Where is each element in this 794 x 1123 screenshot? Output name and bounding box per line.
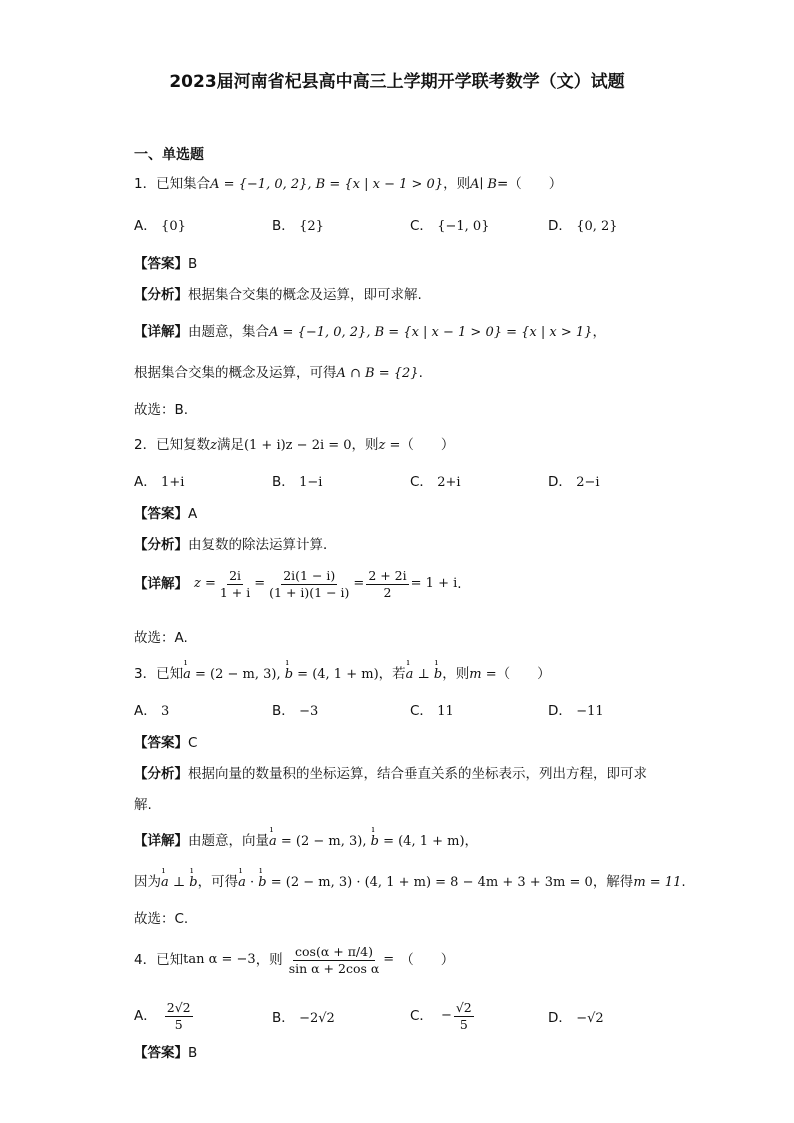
fraction-numerator: 2i [229, 568, 242, 583]
option-value: {0, 2} [576, 219, 618, 234]
perp-symbol: ⊥ [413, 667, 434, 682]
detail-text: ，可得 [197, 874, 239, 890]
dot-symbol: · [245, 875, 259, 890]
option-label: B． [272, 703, 295, 719]
q1-option-d [548, 218, 618, 235]
option-value: 3 [161, 704, 170, 719]
q4-option-d [548, 1010, 604, 1027]
fraction-numerator: 2 + 2i [368, 568, 407, 583]
answer-tag: 【答案】 [134, 735, 188, 751]
option-value: 1+i [161, 475, 185, 490]
q3-detail [134, 833, 478, 850]
answer-tag: 【答案】 [134, 256, 188, 272]
page-title: 2023届河南省杞县高中高三上学期开学联考数学（文）试题 [169, 72, 625, 92]
q1-stem-math2: A∣ B [470, 177, 497, 192]
q2-answer [134, 506, 197, 522]
option-label: A． [134, 218, 157, 234]
q4-stem-lead: 4．已知 [134, 952, 184, 969]
detail-math: A = {−1, 0, 2}, B = {x | x − 1 > 0} = {x | x > 1} [269, 325, 593, 340]
q1-stem-lead: 1．已知集合 [134, 176, 211, 192]
fraction [454, 1000, 474, 1032]
vector-a: ı a [161, 875, 169, 891]
fraction-numerator: √2 [455, 1000, 472, 1015]
q1-stem-math: A = {−1, 0, 2}, B = {x | x − 1 > 0} [210, 177, 444, 192]
q3-option-c [410, 703, 454, 720]
q3-stem [134, 666, 551, 683]
option-label: B． [272, 474, 295, 490]
q4-stem [134, 944, 454, 976]
q4-stem-math: tan α = −3 [183, 952, 256, 968]
q3-stem-mid2: ，则 [442, 666, 470, 682]
q2-analysis [134, 537, 337, 553]
q2-option-b [272, 474, 322, 491]
q1-option-c [410, 218, 489, 235]
q3-stem-m: m = [469, 667, 497, 682]
detail-text: ，解得 [592, 874, 634, 890]
q4-option-c [410, 1000, 476, 1032]
option-label: A． [134, 474, 157, 490]
option-value: −3 [299, 704, 319, 719]
q2-stem [134, 437, 454, 454]
option-value: 11 [437, 704, 454, 719]
q4-stem-mid: ，则 [255, 952, 283, 969]
q2-stem-mid: 满足 [216, 437, 244, 453]
equals-sign: = [254, 576, 266, 592]
fraction [267, 568, 351, 600]
q3-option-b [272, 703, 318, 720]
q2-stem-math2: z = [378, 438, 401, 453]
option-label: C． [410, 218, 433, 234]
q3-option-d [548, 703, 604, 720]
detail-end: . [418, 365, 423, 381]
q1-option-a [134, 218, 186, 235]
q3-analysis [134, 766, 647, 782]
option-value: −√2 [576, 1011, 604, 1026]
q3-conclusion: 故选：C. [134, 911, 189, 927]
q1-detail-line2 [134, 365, 423, 382]
fraction-numerator: 2i(1 − i) [283, 568, 336, 583]
detail-end: ， [464, 833, 479, 849]
answer-value: C [188, 735, 198, 751]
perp-symbol: ⊥ [168, 875, 190, 890]
fraction-numerator: cos(α + π/4) [295, 944, 373, 959]
analysis-text: 根据集合交集的概念及运算，即可求解. [188, 287, 422, 303]
option-label: C． [410, 474, 433, 490]
option-label: C． [410, 1008, 433, 1025]
vector-b: ı b [258, 875, 266, 891]
option-value: −2√2 [299, 1011, 335, 1026]
q1-conclusion: 故选：B. [134, 402, 189, 418]
q2-stem-lead: 2．已知复数 [134, 437, 211, 453]
q2-option-c [410, 474, 461, 491]
detail-text: 因为 [134, 874, 161, 890]
q2-stem-math: (1 + i)z − 2i = 0 [243, 438, 352, 453]
q1-detail [134, 324, 606, 341]
q4-answer [134, 1045, 197, 1061]
detail-math: = (4, 1 + m) [378, 834, 465, 849]
equals-sign: = [383, 952, 395, 968]
vector-a: ı a [238, 875, 246, 891]
analysis-text: 根据向量的数量积的坐标运算，结合垂直关系的坐标表示，列出方程，即可求 [188, 766, 647, 782]
q3-option-a [134, 703, 169, 720]
option-label: A． [134, 703, 157, 719]
detail-math: = (2 − m, 3) · (4, 1 + m) = 8 − 4m + 3 + 3m = 0 [266, 875, 593, 890]
minus-sign: − [440, 1008, 452, 1024]
detail-end: . [457, 576, 462, 593]
detail-text: 根据集合交集的概念及运算，可得 [134, 365, 337, 381]
q1-stem-mid: ，则 [443, 176, 471, 192]
vector-b: ı b [189, 875, 197, 891]
option-value: 2+i [437, 475, 461, 490]
option-label: B． [272, 1010, 295, 1026]
q3-detail-line2 [134, 874, 686, 891]
option-value: {0} [161, 219, 186, 234]
equals-sign: = [353, 576, 365, 592]
q4-stem-end: （ ） [400, 952, 455, 969]
answer-tag: 【答案】 [134, 506, 188, 522]
option-label: C． [410, 703, 433, 719]
detail-tag: 【详解】 [134, 324, 188, 340]
option-label: D． [548, 474, 572, 490]
q4-option-a [134, 1000, 195, 1032]
option-label: A． [134, 1008, 157, 1025]
q3-answer [134, 735, 197, 751]
fraction-denominator: 2 [383, 584, 392, 600]
q3-stem-lead: 3．已知 [134, 666, 184, 682]
q2-conclusion: 故选：A. [134, 630, 188, 646]
fraction-denominator: sin α + 2cos α [288, 960, 380, 976]
option-value: 1−i [299, 475, 323, 490]
option-label: B． [272, 218, 295, 234]
option-label: D． [548, 1010, 572, 1026]
detail-math: = 1 + i [410, 576, 458, 592]
fraction-denominator: 1 + i [219, 584, 251, 600]
option-value: {2} [299, 219, 324, 234]
q2-option-d [548, 474, 600, 491]
detail-text: 由题意，集合 [188, 324, 269, 340]
option-value: 2−i [576, 475, 600, 490]
q3-stem-math: = (2 − m, 3), [190, 667, 285, 682]
q1-answer [134, 256, 197, 272]
detail-tag: 【详解】 [134, 833, 188, 849]
q2-stem-end: （ ） [400, 437, 455, 453]
vector-a: ı a [406, 667, 414, 683]
q1-analysis [134, 287, 422, 303]
detail-math: = (2 − m, 3), [276, 834, 371, 849]
option-value: −11 [576, 704, 604, 719]
detail-math: z = [194, 576, 216, 592]
fraction-denominator: 5 [174, 1016, 183, 1032]
vector-a: ı a [183, 667, 191, 683]
q2-option-a [134, 474, 184, 491]
q3-stem-math: = (4, 1 + m) [293, 667, 379, 682]
option-value: {−1, 0} [437, 219, 490, 234]
analysis-tag: 【分析】 [134, 537, 188, 553]
q3-analysis-line2: 解. [134, 797, 152, 813]
q2-detail [134, 568, 462, 600]
q1-stem [134, 176, 562, 193]
fraction [165, 1000, 193, 1032]
vector-b: ı b [371, 834, 379, 850]
q1-stem-end: =（ ） [496, 176, 563, 192]
answer-tag: 【答案】 [134, 1045, 188, 1061]
fraction [218, 568, 252, 600]
answer-value: B [188, 256, 198, 272]
detail-end: . [681, 874, 686, 890]
fraction [366, 568, 408, 600]
detail-text: 由题意，向量 [188, 833, 269, 849]
section-heading: 一、单选题 [134, 147, 204, 163]
option-label: D． [548, 218, 572, 234]
q3-stem-mid: ，若 [378, 666, 406, 682]
fraction-denominator: 5 [459, 1016, 468, 1032]
detail-tag: 【详解】 [134, 576, 188, 593]
q2-stem-z: z [210, 438, 217, 453]
q3-stem-end: （ ） [496, 666, 551, 682]
analysis-tag: 【分析】 [134, 287, 188, 303]
fraction [287, 944, 382, 976]
vector-b: ı b [434, 667, 442, 683]
fraction-denominator: (1 + i)(1 − i) [269, 584, 350, 600]
vector-b: ı b [285, 667, 293, 683]
detail-math: A ∩ B = {2} [336, 366, 419, 381]
detail-end: ， [592, 324, 606, 340]
q2-stem-mid2: ，则 [351, 437, 379, 453]
answer-value: A [188, 506, 198, 522]
q4-option-b [272, 1010, 335, 1027]
detail-math: m = 11 [633, 875, 682, 890]
option-label: D． [548, 703, 572, 719]
analysis-tag: 【分析】 [134, 766, 188, 782]
fraction-numerator: 2√2 [166, 1000, 191, 1015]
answer-value: B [188, 1045, 198, 1061]
vector-a: ı a [269, 834, 277, 850]
q1-option-b [272, 218, 324, 235]
analysis-text: 由复数的除法运算计算． [188, 537, 337, 553]
